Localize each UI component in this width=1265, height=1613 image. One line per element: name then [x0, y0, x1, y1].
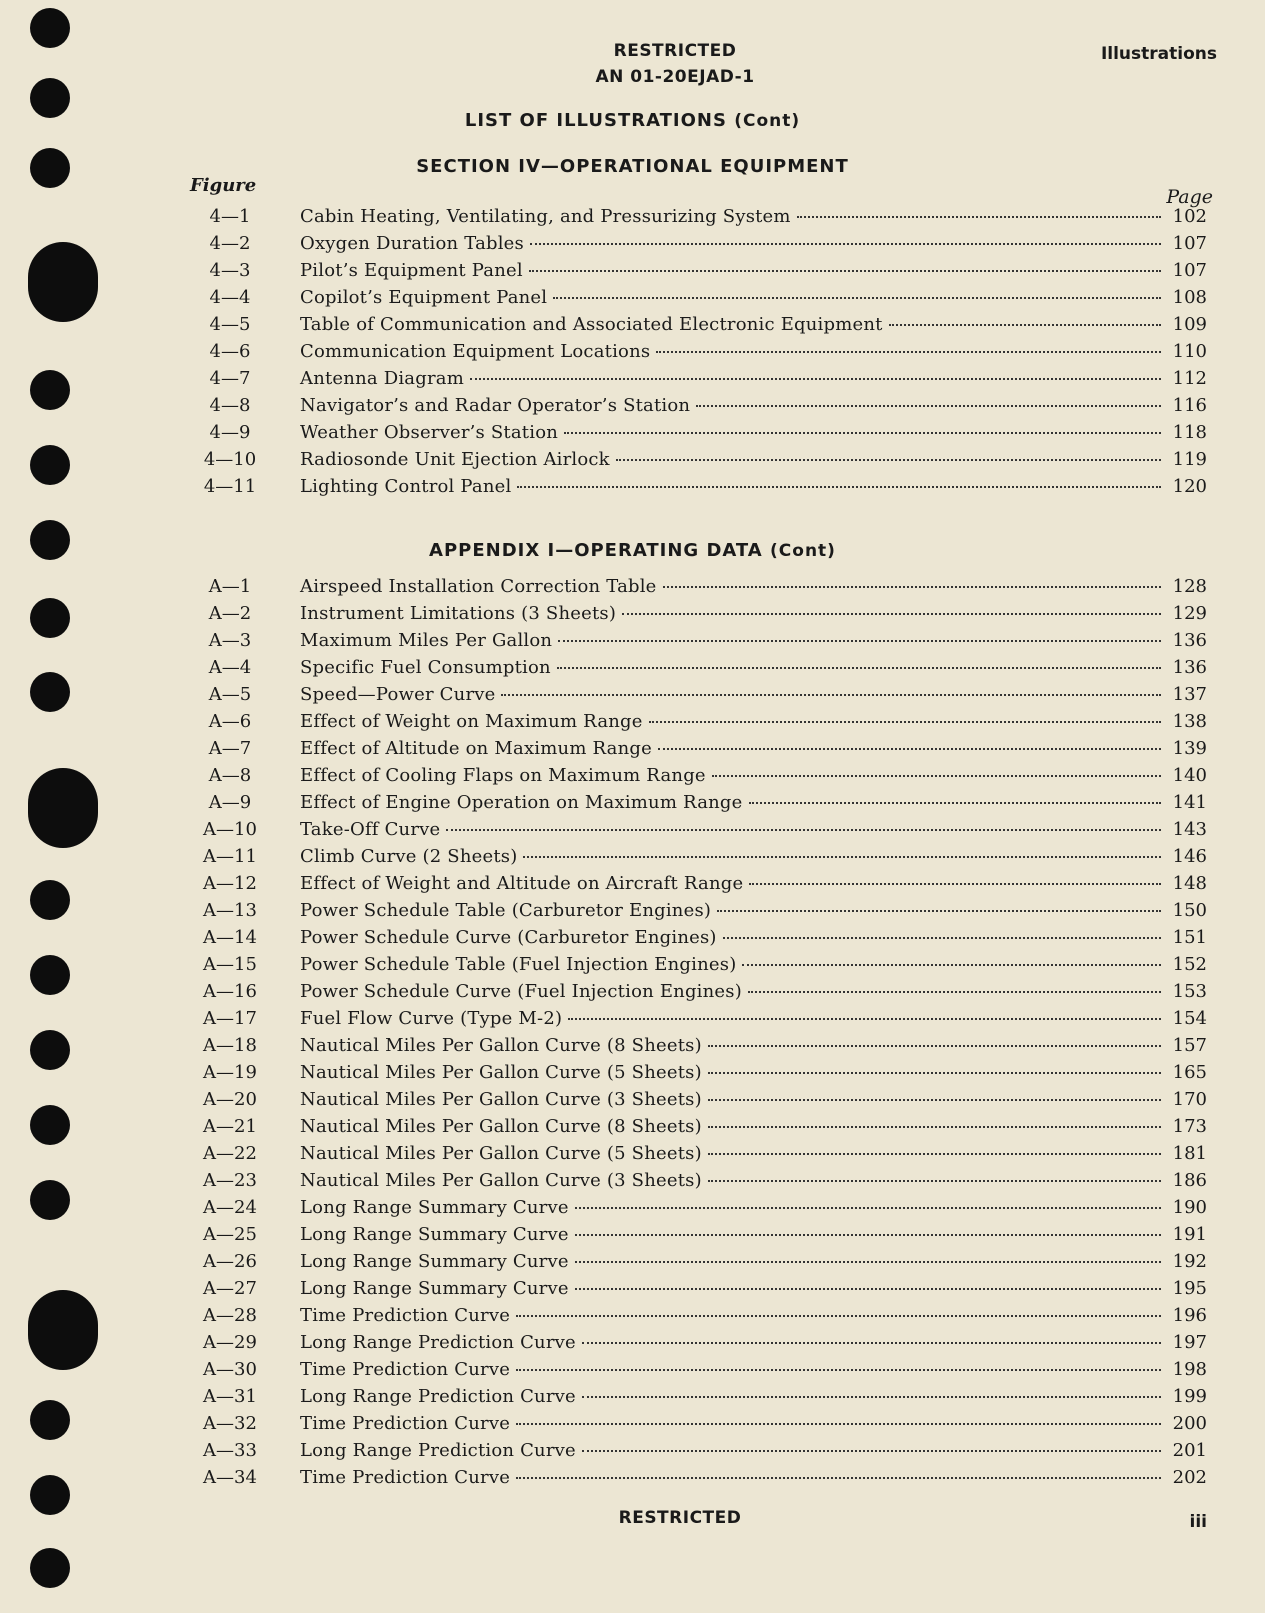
figure-title: Power Schedule Table (Fuel Injection Engines) [300, 954, 737, 975]
figure-number: A—21 [203, 1116, 257, 1137]
page-ref: 136 [1172, 657, 1207, 678]
list-item [0, 1357, 1265, 1384]
figure-number: A—28 [203, 1305, 257, 1326]
dot-leader [658, 748, 1161, 750]
page-header [560, 38, 790, 90]
figure-number: A—8 [208, 765, 252, 786]
dot-leader [656, 351, 1160, 353]
figure-title: Navigator’s and Radar Operator’s Station [300, 395, 691, 416]
page-ref: 141 [1172, 792, 1207, 813]
figure-number: 4—4 [209, 287, 251, 308]
figure-title: Antenna Diagram [300, 368, 464, 389]
dot-leader [501, 694, 1160, 696]
list-item [0, 655, 1265, 682]
dot-leader [582, 1396, 1161, 1398]
figure-title: Radiosonde Unit Ejection Airlock [300, 449, 610, 470]
page-column-header: Page [1166, 186, 1213, 208]
page-ref: 195 [1172, 1278, 1207, 1299]
figure-title: Nautical Miles Per Gallon Curve (8 Sheets) [300, 1116, 702, 1137]
list-item [0, 1168, 1265, 1195]
list-item [0, 1384, 1265, 1411]
page-ref: 192 [1172, 1251, 1207, 1272]
section-label: Illustrations [1100, 44, 1217, 64]
page-ref: 119 [1172, 449, 1207, 470]
figure-number: A—30 [203, 1359, 257, 1380]
figure-title: Effect of Altitude on Maximum Range [300, 738, 652, 759]
page-ref: 112 [1172, 368, 1207, 389]
page-ref: 129 [1172, 603, 1207, 624]
list-item [0, 925, 1265, 952]
page-ref: 138 [1172, 711, 1207, 732]
dot-leader [708, 1126, 1161, 1128]
figure-title: Oxygen Duration Tables [300, 233, 524, 254]
figure-title: Take-Off Curve [300, 819, 441, 840]
page-ref: 199 [1172, 1386, 1207, 1407]
dot-leader [516, 1369, 1161, 1371]
page-ref: 118 [1172, 422, 1207, 443]
figure-title: Speed—Power Curve [300, 684, 496, 705]
figure-number: A—27 [203, 1278, 257, 1299]
figure-number: A—10 [203, 819, 257, 840]
figure-number: A—23 [203, 1170, 257, 1191]
dot-leader [749, 883, 1160, 885]
figure-column-header: Figure [190, 175, 257, 196]
figure-number: 4—7 [209, 368, 251, 389]
figure-title: Nautical Miles Per Gallon Curve (5 Sheets) [300, 1062, 702, 1083]
page-ref: 151 [1172, 927, 1207, 948]
list-item [0, 258, 1265, 285]
dot-leader [530, 243, 1161, 245]
dot-leader [523, 856, 1160, 858]
list-item [0, 1222, 1265, 1249]
page-ref: 190 [1172, 1197, 1207, 1218]
figure-number: 4—11 [203, 476, 257, 497]
dot-leader [708, 1045, 1161, 1047]
figure-number: A—13 [203, 900, 257, 921]
list-item [0, 1465, 1265, 1492]
page-ref: 146 [1172, 846, 1207, 867]
figure-number: 4—9 [209, 422, 251, 443]
list-item [0, 871, 1265, 898]
list-item [0, 231, 1265, 258]
figure-number: A—20 [203, 1089, 257, 1110]
appendix1-heading-text: APPENDIX I—OPERATING DATA [429, 540, 763, 561]
list-item [0, 1330, 1265, 1357]
figure-title: Time Prediction Curve [300, 1359, 511, 1380]
figure-number: A—26 [203, 1251, 257, 1272]
figure-title: Long Range Prediction Curve [300, 1332, 576, 1353]
dot-leader [748, 991, 1161, 993]
figure-title: Time Prediction Curve [300, 1467, 511, 1488]
list-title-text: LIST OF ILLUSTRATIONS [464, 110, 727, 131]
page-ref: 139 [1172, 738, 1207, 759]
dot-leader [517, 486, 1160, 488]
dot-leader [708, 1072, 1161, 1074]
list-item [0, 682, 1265, 709]
binder-hole [30, 1548, 70, 1588]
page-ref: 165 [1172, 1062, 1207, 1083]
list-item [0, 339, 1265, 366]
list-item [0, 1195, 1265, 1222]
figure-title: Table of Communication and Associated Electronic Equipment [300, 314, 883, 335]
section4-heading: SECTION IV—OPERATIONAL EQUIPMENT [416, 156, 849, 177]
page-ref: 197 [1172, 1332, 1207, 1353]
figure-title: Power Schedule Curve (Fuel Injection Engines) [300, 981, 742, 1002]
list-item [0, 790, 1265, 817]
page-ref: 148 [1172, 873, 1207, 894]
list-title-cont: (Cont) [734, 111, 801, 131]
dot-leader [575, 1288, 1161, 1290]
figure-number: A—6 [208, 711, 252, 732]
figure-title: Maximum Miles Per Gallon [300, 630, 553, 651]
page-ref: 136 [1172, 630, 1207, 651]
figure-number: 4—10 [203, 449, 257, 470]
dot-leader [553, 297, 1160, 299]
figure-title: Copilot’s Equipment Panel [300, 287, 548, 308]
list-item [0, 1087, 1265, 1114]
figure-title: Airspeed Installation Correction Table [300, 576, 657, 597]
dot-leader [582, 1342, 1161, 1344]
figure-title: Nautical Miles Per Gallon Curve (5 Sheets) [300, 1143, 702, 1164]
page-ref: 200 [1172, 1413, 1207, 1434]
page-ref: 181 [1172, 1143, 1207, 1164]
list-item [0, 420, 1265, 447]
list-item [0, 1060, 1265, 1087]
dot-leader [723, 937, 1161, 939]
appendix1-heading [0, 540, 1265, 561]
figure-number: A—1 [208, 576, 252, 597]
dot-leader [889, 324, 1161, 326]
list-item [0, 1114, 1265, 1141]
figure-number: A—25 [203, 1224, 257, 1245]
dot-leader [575, 1207, 1161, 1209]
figure-title: Effect of Weight and Altitude on Aircraft Range [300, 873, 744, 894]
dot-leader [708, 1153, 1161, 1155]
page-ref: 128 [1172, 576, 1207, 597]
list-item [0, 285, 1265, 312]
page-ref: 120 [1172, 476, 1207, 497]
list-item [0, 628, 1265, 655]
dot-leader [529, 270, 1161, 272]
list-item [0, 763, 1265, 790]
figure-title: Instrument Limitations (3 Sheets) [300, 603, 617, 624]
figure-number: A—18 [203, 1035, 257, 1056]
figure-number: A—16 [203, 981, 257, 1002]
dot-leader [708, 1180, 1161, 1182]
figure-number: A—7 [208, 738, 252, 759]
figure-title: Power Schedule Table (Carburetor Engines) [300, 900, 712, 921]
figure-title: Climb Curve (2 Sheets) [300, 846, 518, 867]
dot-leader [649, 721, 1161, 723]
figure-number: A—34 [203, 1467, 257, 1488]
figure-title: Fuel Flow Curve (Type M-2) [300, 1008, 563, 1029]
figure-title: Long Range Summary Curve [300, 1224, 569, 1245]
footer-restricted: RESTRICTED [618, 1508, 742, 1528]
dot-leader [557, 667, 1161, 669]
figure-title: Weather Observer’s Station [300, 422, 559, 443]
binder-hole [30, 8, 70, 48]
list-item [0, 844, 1265, 871]
page-ref: 108 [1172, 287, 1207, 308]
figure-number: 4—5 [209, 314, 251, 335]
list-item [0, 204, 1265, 231]
dot-leader [516, 1423, 1161, 1425]
page-ref: 150 [1172, 900, 1207, 921]
list-item [0, 393, 1265, 420]
dot-leader [696, 405, 1160, 407]
figure-number: 4—6 [209, 341, 251, 362]
figure-title: Communication Equipment Locations [300, 341, 651, 362]
list-item [0, 447, 1265, 474]
list-item [0, 1141, 1265, 1168]
figure-number: A—17 [203, 1008, 257, 1029]
page-ref: 110 [1172, 341, 1207, 362]
figure-number: A—32 [203, 1413, 257, 1434]
page-number: iii [1189, 1512, 1207, 1532]
figure-number: A—29 [203, 1332, 257, 1353]
list-item [0, 312, 1265, 339]
list-item [0, 736, 1265, 763]
page-ref: 153 [1172, 981, 1207, 1002]
page-ref: 137 [1172, 684, 1207, 705]
figure-title: Effect of Engine Operation on Maximum Range [300, 792, 743, 813]
list-item [0, 474, 1265, 501]
page-ref: 109 [1172, 314, 1207, 335]
figure-number: A—2 [208, 603, 252, 624]
figure-title: Time Prediction Curve [300, 1305, 511, 1326]
dot-leader [568, 1018, 1160, 1020]
page-ref: 140 [1172, 765, 1207, 786]
list-item [0, 1033, 1265, 1060]
page-ref: 191 [1172, 1224, 1207, 1245]
dot-leader [797, 216, 1161, 218]
section4-list [0, 204, 1265, 501]
figure-number: A—5 [208, 684, 252, 705]
figure-number: 4—2 [209, 233, 251, 254]
page-ref: 116 [1172, 395, 1207, 416]
page-ref: 154 [1172, 1008, 1207, 1029]
list-title [0, 110, 1265, 131]
figure-number: 4—8 [209, 395, 251, 416]
page-ref: 157 [1172, 1035, 1207, 1056]
figure-title: Time Prediction Curve [300, 1413, 511, 1434]
dot-leader [516, 1477, 1161, 1479]
page-ref: 196 [1172, 1305, 1207, 1326]
figure-title: Specific Fuel Consumption [300, 657, 551, 678]
page-ref: 202 [1172, 1467, 1207, 1488]
figure-number: A—9 [208, 792, 252, 813]
dot-leader [575, 1234, 1161, 1236]
list-item [0, 898, 1265, 925]
dot-leader [582, 1450, 1161, 1452]
dot-leader [575, 1261, 1161, 1263]
figure-number: A—33 [203, 1440, 257, 1461]
list-item [0, 709, 1265, 736]
list-item [0, 1411, 1265, 1438]
figure-title: Nautical Miles Per Gallon Curve (3 Sheets) [300, 1089, 702, 1110]
figure-title: Long Range Prediction Curve [300, 1440, 576, 1461]
figure-number: 4—3 [209, 260, 251, 281]
list-item [0, 601, 1265, 628]
figure-title: Cabin Heating, Ventilating, and Pressurizing System [300, 206, 791, 227]
dot-leader [742, 964, 1160, 966]
dot-leader [446, 829, 1160, 831]
dot-leader [558, 640, 1160, 642]
list-item [0, 1303, 1265, 1330]
page-ref: 152 [1172, 954, 1207, 975]
figure-title: Long Range Summary Curve [300, 1197, 569, 1218]
figure-title: Power Schedule Curve (Carburetor Engines) [300, 927, 717, 948]
dot-leader [470, 378, 1161, 380]
figure-title: Nautical Miles Per Gallon Curve (3 Sheets) [300, 1170, 702, 1191]
figure-number: A—4 [208, 657, 252, 678]
figure-title: Long Range Summary Curve [300, 1251, 569, 1272]
dot-leader [622, 613, 1161, 615]
page-ref: 107 [1172, 260, 1207, 281]
list-item [0, 1276, 1265, 1303]
figure-title: Nautical Miles Per Gallon Curve (8 Sheets) [300, 1035, 702, 1056]
figure-number: A—12 [203, 873, 257, 894]
figure-number: A—3 [208, 630, 252, 651]
page-ref: 198 [1172, 1359, 1207, 1380]
figure-title: Pilot’s Equipment Panel [300, 260, 523, 281]
figure-number: A—22 [203, 1143, 257, 1164]
dot-leader [516, 1315, 1161, 1317]
page-ref: 102 [1172, 206, 1207, 227]
dot-leader [717, 910, 1161, 912]
appendix1-heading-cont: (Cont) [770, 541, 836, 561]
figure-title: Effect of Weight on Maximum Range [300, 711, 643, 732]
header-restricted: RESTRICTED [613, 41, 737, 61]
figure-number: A—31 [203, 1386, 257, 1407]
dot-leader [708, 1099, 1161, 1101]
list-item [0, 952, 1265, 979]
page-ref: 143 [1172, 819, 1207, 840]
figure-number: A—24 [203, 1197, 257, 1218]
figure-title: Effect of Cooling Flaps on Maximum Range [300, 765, 706, 786]
dot-leader [663, 586, 1161, 588]
document-number: AN 01-20EJAD-1 [595, 67, 755, 87]
list-item [0, 1006, 1265, 1033]
dot-leader [749, 802, 1161, 804]
list-item [0, 1249, 1265, 1276]
list-item [0, 574, 1265, 601]
figure-number: 4—1 [209, 206, 251, 227]
list-item [0, 979, 1265, 1006]
figure-title: Lighting Control Panel [300, 476, 512, 497]
page-ref: 186 [1172, 1170, 1207, 1191]
figure-number: A—11 [203, 846, 257, 867]
figure-number: A—19 [203, 1062, 257, 1083]
list-item [0, 366, 1265, 393]
list-item [0, 817, 1265, 844]
figure-title: Long Range Summary Curve [300, 1278, 569, 1299]
dot-leader [616, 459, 1161, 461]
figure-number: A—14 [203, 927, 257, 948]
page-ref: 201 [1172, 1440, 1207, 1461]
appendix1-list [0, 574, 1265, 1492]
dot-leader [564, 432, 1161, 434]
dot-leader [712, 775, 1161, 777]
list-item [0, 1438, 1265, 1465]
page-ref: 173 [1172, 1116, 1207, 1137]
page-ref: 170 [1172, 1089, 1207, 1110]
figure-title: Long Range Prediction Curve [300, 1386, 576, 1407]
page-ref: 107 [1172, 233, 1207, 254]
figure-number: A—15 [203, 954, 257, 975]
